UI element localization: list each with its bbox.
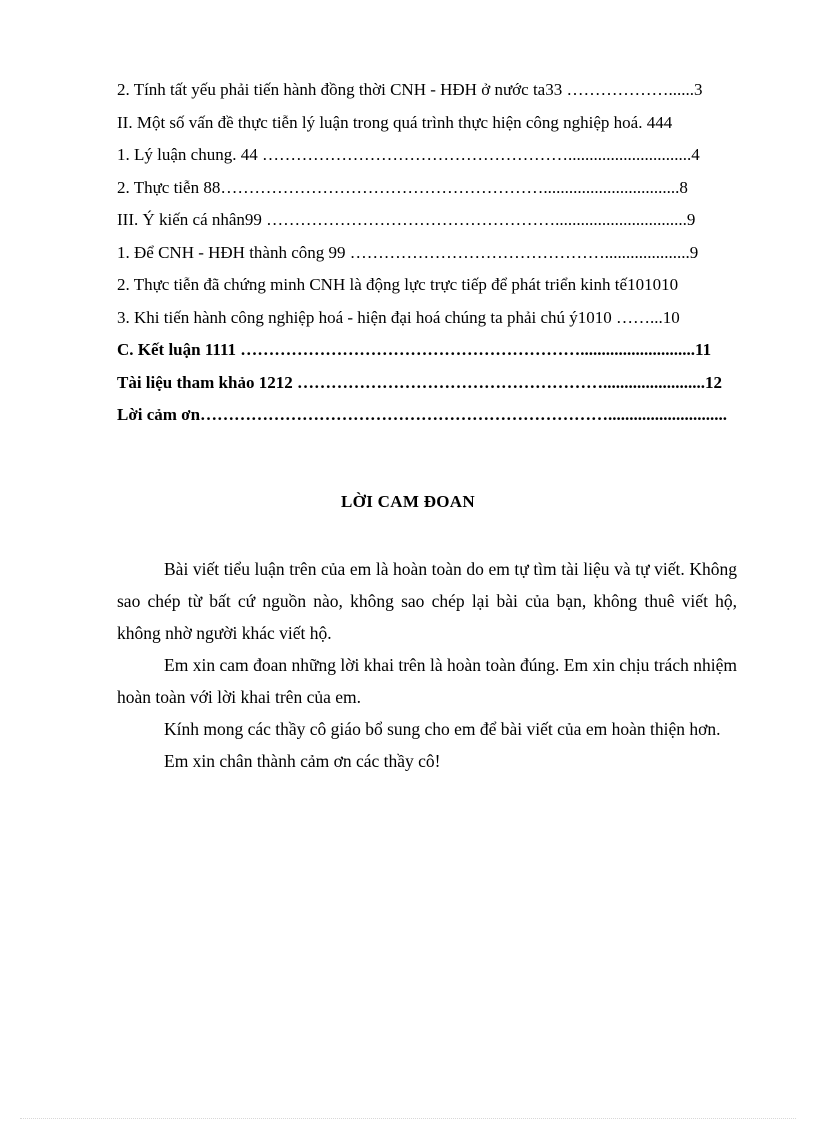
toc-entry: 3. Khi tiến hành công nghiệp hoá - hiện đại hoá chúng ta phải chú ý1010 ……...10 xyxy=(117,307,680,327)
toc-entry-references: Tài liệu tham khảo 1212 ………………………………………………........................12 xyxy=(117,372,722,392)
page-bottom-divider xyxy=(20,1118,796,1119)
toc-entry: III. Ý kiến cá nhân99 ……………………………………………...............................9 xyxy=(117,210,696,229)
section-title: LỜI CAM ĐOAN xyxy=(341,492,475,511)
toc-entry: 1. Lý luận chung. 44 ……………………………………………….............................4 xyxy=(117,145,700,164)
toc-entry-conclusion: C. Kết luận 1111 ……………………………………………………...........................11 xyxy=(117,340,712,359)
toc-entry: 2. Thực tiễn đã chứng minh CNH là động lực trực tiếp để phát triển kinh tế101010 xyxy=(117,275,679,294)
toc-entry: 2. Thực tiễn 88…………………………………………………................................8 xyxy=(117,177,688,197)
declaration-paragraph: Kính mong các thầy cô giáo bổ sung cho em để bài viết của em hoàn thiện hơn. xyxy=(164,719,721,739)
declaration-paragraph: Em xin cam đoan những lời khai trên là hoàn toàn đúng. Em xin chịu trách nhiệm hoàn toàn với lời khai trên của em. xyxy=(117,655,737,707)
declaration-body xyxy=(117,553,737,777)
toc-entry: II. Một số vấn đề thực tiễn lý luận trong quá trình thực hiện công nghiệp hoá. 444 xyxy=(117,112,673,132)
toc-entry-acknowledgement: Lời cảm ơn………………………………………………………………............................ xyxy=(117,405,728,424)
table-of-contents xyxy=(117,74,757,432)
declaration-paragraph: Bài viết tiểu luận trên của em là hoàn toàn do em tự tìm tài liệu và tự viết. Không sao chép từ bất cứ nguồn nào, không sao chép lại bài của bạn, không thuê viết hộ, không nhờ người khác viết hộ. xyxy=(117,559,737,643)
declaration-paragraph: Em xin chân thành cảm ơn các thầy cô! xyxy=(164,751,441,771)
toc-entry: 2. Tính tất yếu phải tiến hành đồng thời CNH - HĐH ở nước ta33 ………………......3 xyxy=(117,80,703,99)
toc-entry: 1. Để CNH - HĐH thành công 99 ………………………………………....................9 xyxy=(117,242,699,262)
